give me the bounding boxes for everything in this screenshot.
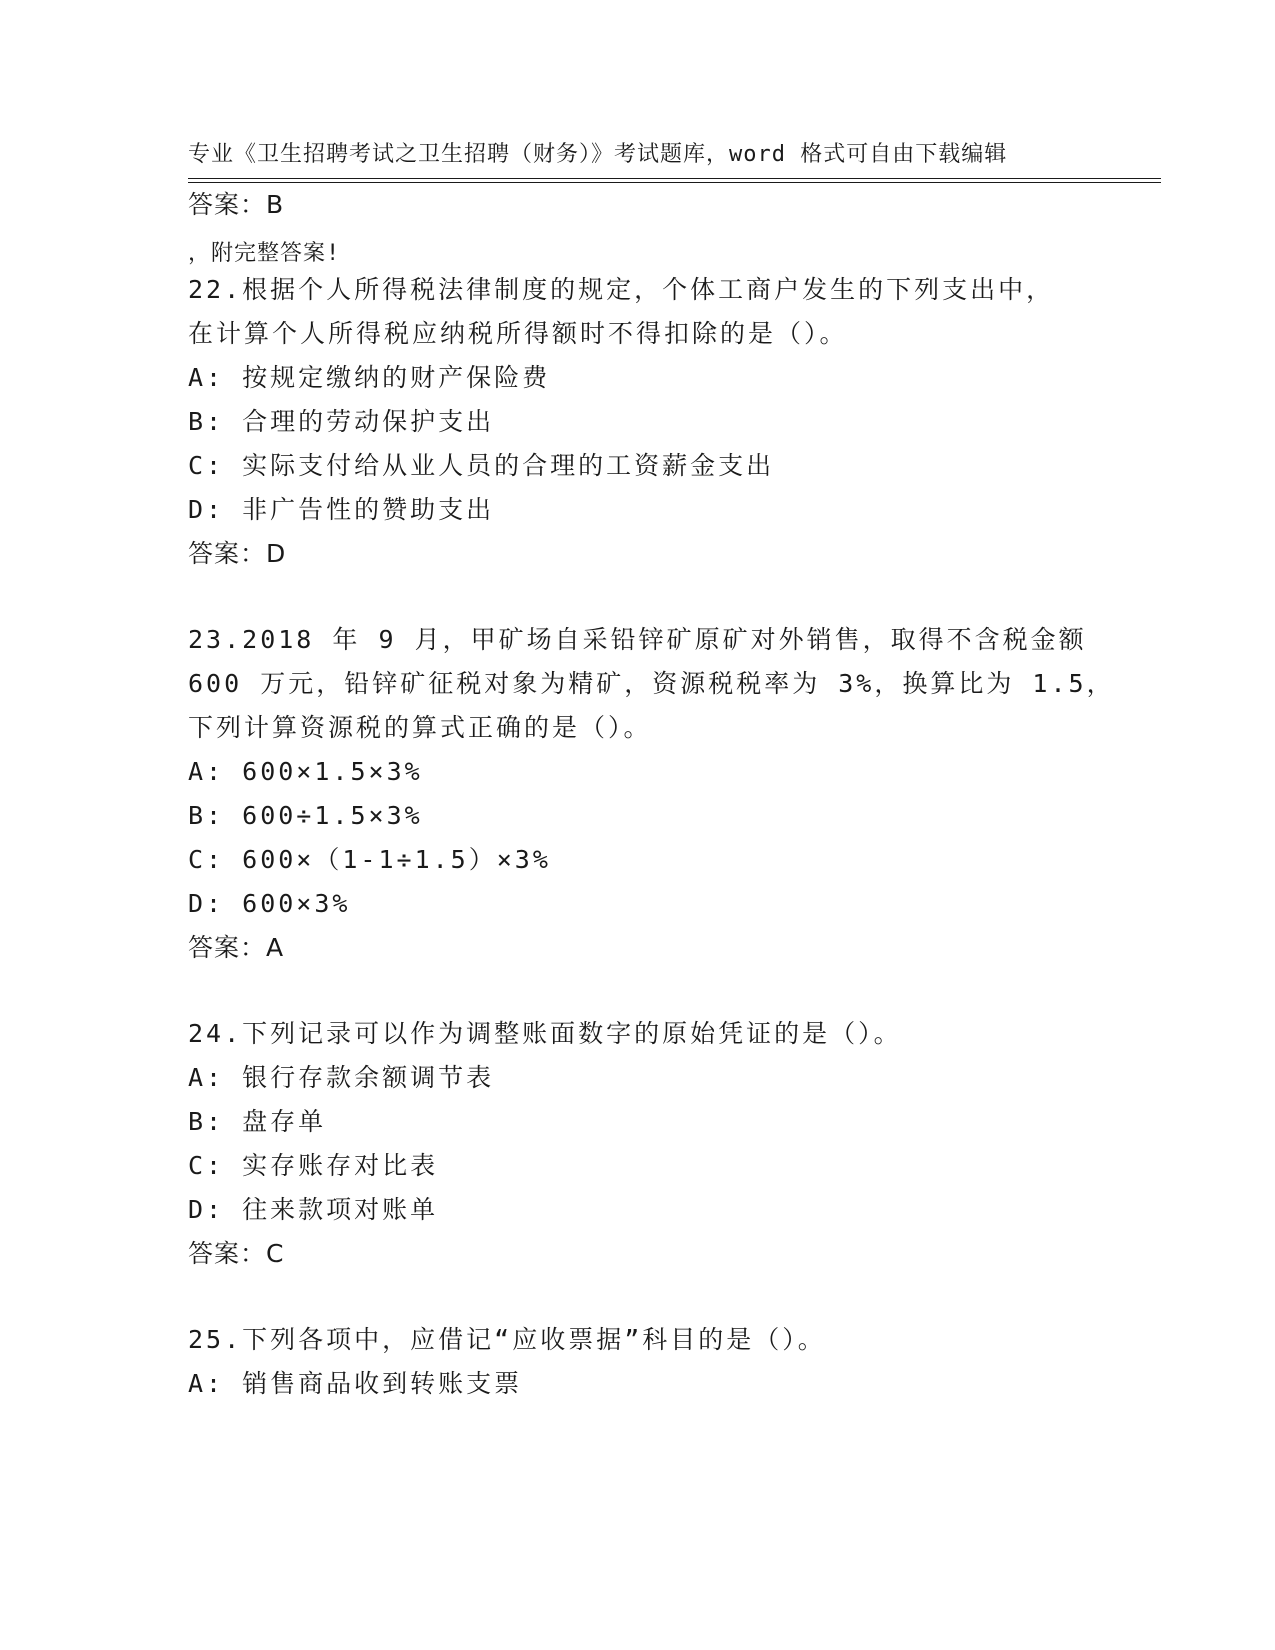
question-25-option-a: A: 销售商品收到转账支票 [188, 1369, 523, 1398]
question-22-option-c: C: 实际支付给从业人员的合理的工资薪金支出 [188, 451, 775, 480]
question-25-stem-line-1: 25.下列各项中，应借记“应收票据”科目的是（）。 [188, 1325, 826, 1354]
header-line-2: ，附完整答案! [188, 241, 341, 266]
question-24-option-c: C: 实存账存对比表 [188, 1151, 439, 1180]
question-23-stem-line-3: 下列计算资源税的算式正确的是（）。 [188, 713, 652, 742]
question-24-option-b: B: 盘存单 [188, 1107, 327, 1136]
question-22-option-b: B: 合理的劳动保护支出 [188, 407, 495, 436]
question-22-option-d: D: 非广告性的赞助支出 [188, 495, 495, 524]
question-23-option-c: C: 600×（1-1÷1.5）×3% [188, 845, 551, 874]
answer-23: 答案：A [188, 933, 285, 962]
question-24-stem-line-1: 24.下列记录可以作为调整账面数字的原始凭证的是（）。 [188, 1019, 902, 1048]
question-23-option-a: A: 600×1.5×3% [188, 757, 423, 786]
document-header [188, 72, 1088, 303]
question-22-stem-line-1: 22.根据个人所得税法律制度的规定，个体工商户发生的下列支出中， [188, 275, 1055, 304]
answer-21: 答案：B [188, 190, 285, 219]
question-24-option-a: A: 银行存款余额调节表 [188, 1063, 495, 1092]
question-24-option-d: D: 往来款项对账单 [188, 1195, 439, 1224]
question-22-option-a: A: 按规定缴纳的财产保险费 [188, 363, 551, 392]
header-divider-bottom [188, 182, 1161, 183]
question-23-stem-line-1: 23.2018 年 9 月，甲矿场自采铅锌矿原矿对外销售，取得不含税金额 [188, 625, 1087, 654]
answer-22: 答案：D [188, 539, 287, 568]
question-23-option-d: D: 600×3% [188, 889, 351, 918]
question-23-stem-line-2: 600 万元，铅锌矿征税对象为精矿，资源税税率为 3%，换算比为 1.5， [188, 669, 1115, 698]
answer-24: 答案：C [188, 1239, 285, 1268]
header-divider-top [188, 178, 1161, 179]
question-23-option-b: B: 600÷1.5×3% [188, 801, 423, 830]
question-22-stem-line-2: 在计算个人所得税应纳税所得额时不得扣除的是（）。 [188, 319, 848, 348]
header-line-1: 专业《卫生招聘考试之卫生招聘（财务）》考试题库，word 格式可自由下载编辑 [188, 142, 1008, 167]
